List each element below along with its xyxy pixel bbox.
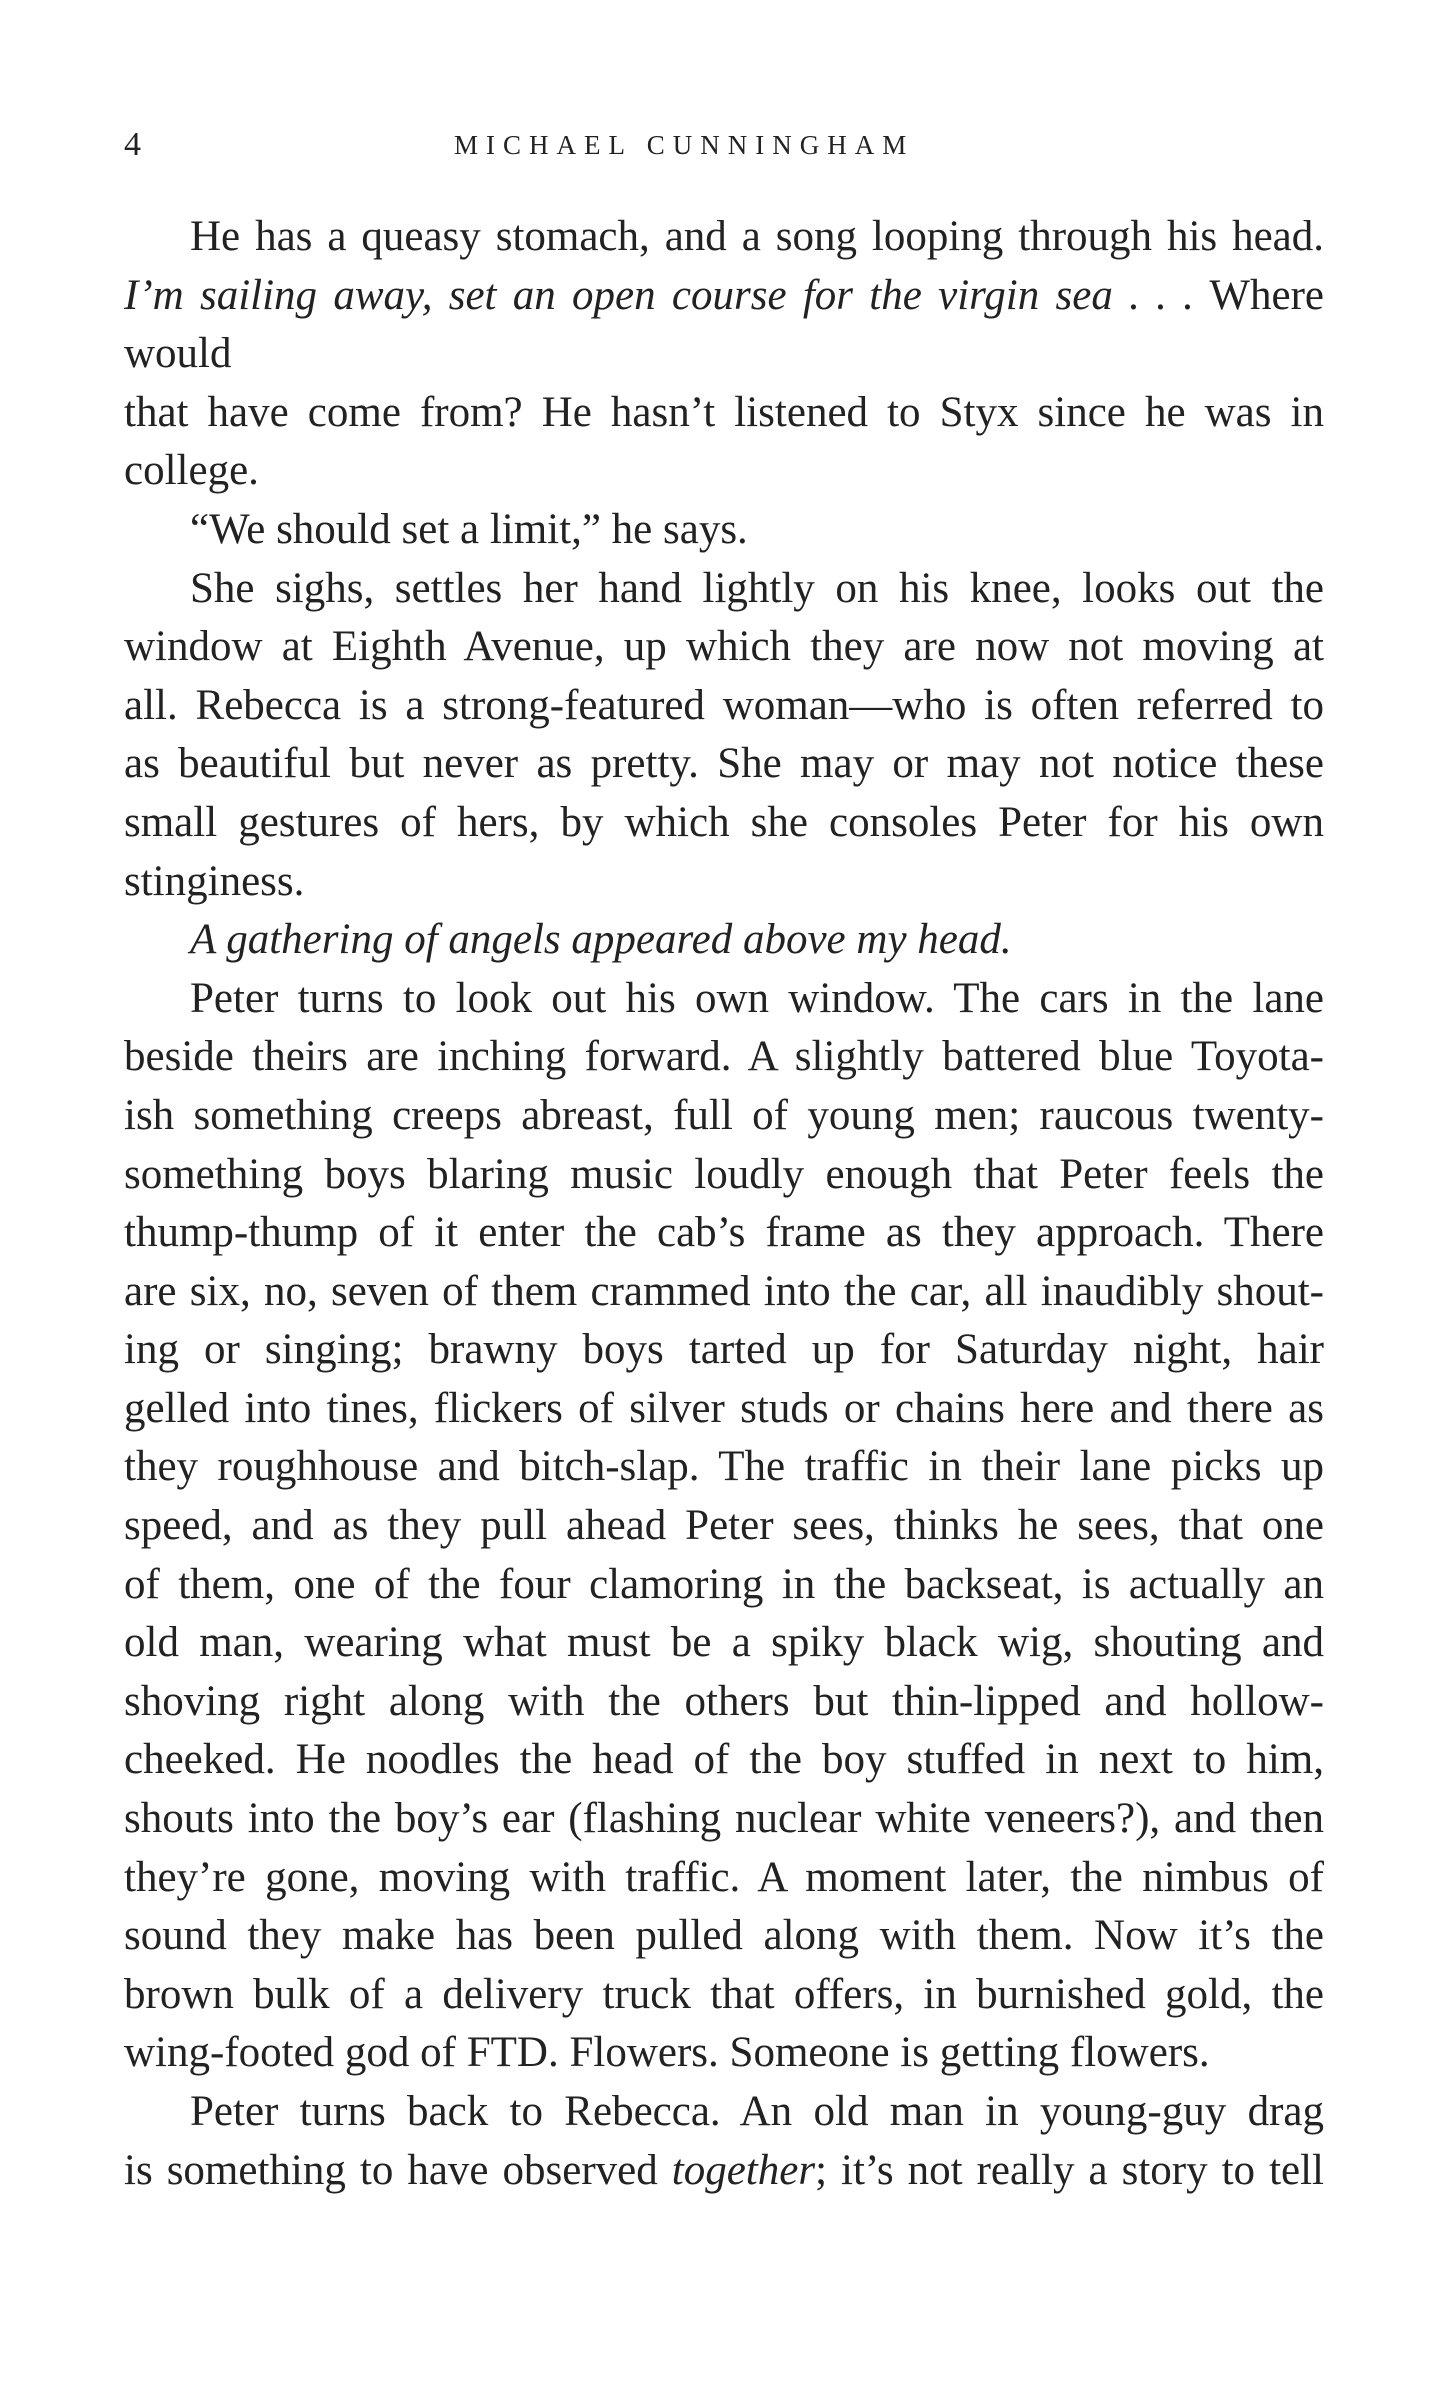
text-line: speed, and as they pull ahead Peter sees, thinks he sees, that one <box>124 1502 1324 1550</box>
text-line: shouts into the boy’s ear (flashing nuclear white veneers?), and then <box>124 1795 1324 1843</box>
text-line: are six, no, seven of them crammed into the car, all inaudibly shout- <box>124 1267 1324 1315</box>
page-number: 4 <box>124 126 141 163</box>
text-line: of them, one of the four clamoring in the backseat, is actually an <box>124 1560 1324 1608</box>
text-line: all. Rebecca is a strong-featured woman—who is often referred to <box>124 681 1324 729</box>
text-line: ing or singing; brawny boys tarted up for Saturday night, hair <box>124 1326 1324 1374</box>
text-line: thump-thump of it enter the cab’s frame as they approach. There <box>124 1209 1324 1257</box>
paragraph <box>124 2083 1324 2200</box>
text-line: small gestures of hers, by which she consoles Peter for his own <box>124 798 1324 846</box>
text-line: cheeked. He noodles the head of the boy stuffed in next to him, <box>124 1736 1324 1784</box>
paragraph <box>124 970 1324 2083</box>
song-lyric: I’m sailing away, set an open course for the virgin sea . . . <box>124 271 1194 319</box>
text-line: that have come from? He hasn’t listened to Styx since he was in <box>124 388 1324 436</box>
text-line: “We should set a limit,” he says. <box>190 505 748 553</box>
text-line: stinginess. <box>124 857 305 905</box>
text-line: brown bulk of a delivery truck that offers, in burnished gold, the <box>124 1970 1324 2018</box>
text-line: window at Eighth Avenue, up which they are now not moving at <box>124 623 1324 671</box>
paragraph <box>124 208 1324 501</box>
text-line: ish something creeps abreast, full of young men; raucous twenty- <box>124 1091 1324 1139</box>
text-line: Peter turns back to Rebecca. An old man in young-guy drag <box>190 2088 1324 2135</box>
text-line: shoving right along with the others but thin-lipped and hollow- <box>124 1677 1324 1725</box>
text-line: gelled into tines, flickers of silver studs or chains here and there as <box>124 1384 1324 1432</box>
text-line: old man, wearing what must be a spiky black wig, shouting and <box>124 1619 1324 1667</box>
paragraph <box>124 501 1324 560</box>
body-text <box>124 208 1324 2200</box>
text-line: beside theirs are inching forward. A slightly battered blue Toyota- <box>124 1033 1324 1081</box>
running-head-author: MICHAEL CUNNINGHAM <box>454 130 915 160</box>
text-line: college. <box>124 447 259 495</box>
text-line: I’m sailing away, set an open course for the virgin sea . . . Where would <box>124 271 1324 378</box>
text-line: sound they make has been pulled along with them. Now it’s the <box>124 1912 1324 1960</box>
text-line: something boys blaring music loudly enough that Peter feels the <box>124 1150 1324 1198</box>
text-line: they’re gone, moving with traffic. A moment later, the nimbus of <box>124 1853 1324 1901</box>
emphasis: together <box>671 2146 816 2194</box>
text-line: is something to have observed together; it’s not really a story to tell <box>124 2146 1324 2194</box>
text-line: Peter turns to look out his own window. The cars in the lane <box>190 974 1324 1022</box>
text-line: wing-footed god of FTD. Flowers. Someone is getting flowers. <box>124 2029 1210 2077</box>
text-line: they roughhouse and bitch-slap. The traffic in their lane picks up <box>124 1443 1324 1491</box>
paragraph <box>124 560 1324 912</box>
text-line: as beautiful but never as pretty. She may or may not notice these <box>124 740 1324 788</box>
song-lyric: A gathering of angels appeared above my head. <box>190 916 1012 964</box>
text-line: She sighs, settles her hand lightly on his knee, looks out the <box>190 564 1324 612</box>
text-line: He has a queasy stomach, and a song looping through his head. <box>190 213 1324 260</box>
paragraph <box>124 911 1324 970</box>
running-head <box>124 120 1324 170</box>
